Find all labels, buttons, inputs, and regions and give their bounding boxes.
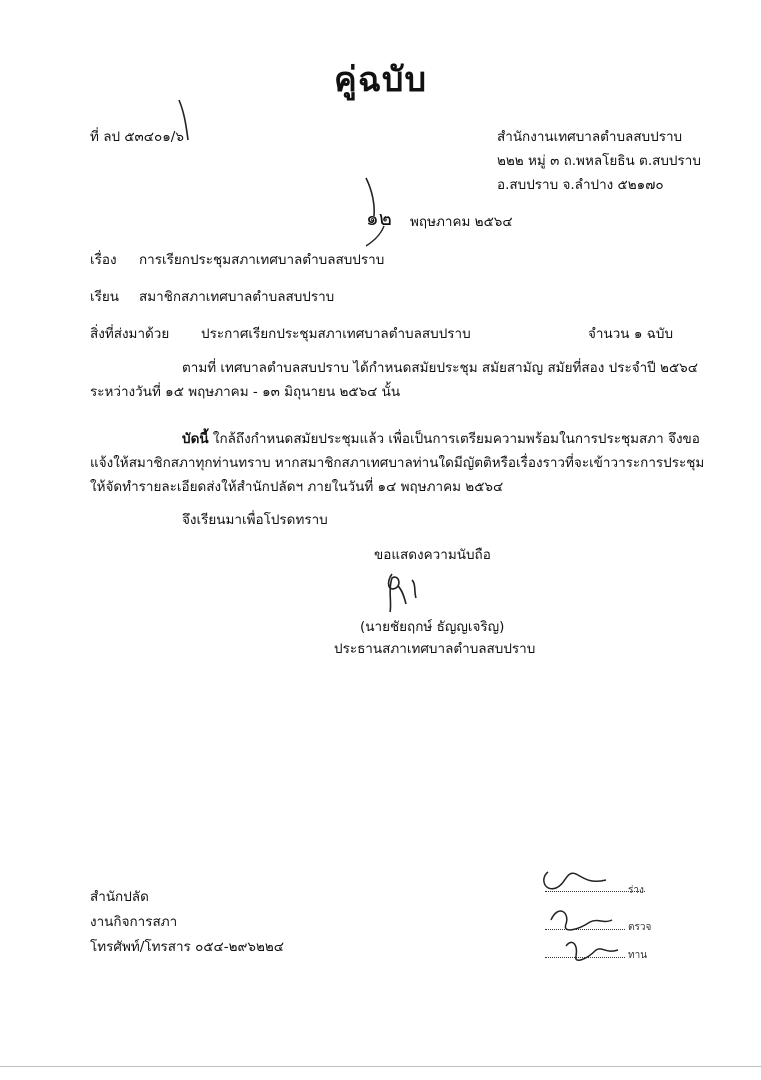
sender-address-line3: อ.สบปราบ จ.ลำปาง ๕๒๑๗๐ xyxy=(497,177,664,193)
paragraph-2-text: ใกล้ถึงกำหนดสมัยประชุมแล้ว เพื่อเป็นการเตรียมความพร้อมในการประชุมสภา จึงขอแจ้งให้สมาชิกสภาทุกท่านทราบ หากสมาชิกสภาเทศบาลท่านใดมีญัตติหรือเรื่องราวที่จะเข้าวาระการประชุม ให้จัดทำรายละเอียดส่งให้สำนักปลัดฯ ภายในวันที่ ๑๔ พฤษภาคม ๒๕๖๔ xyxy=(90,431,705,495)
enclosure-count: จำนวน ๑ ฉบับ xyxy=(588,326,674,342)
paragraph-1-text: ตามที่ เทศบาลตำบลสบปราบ ได้กำหนดสมัยประชุม สมัยสามัญ สมัยที่สอง ประจำปี ๒๕๖๔ ระหว่างวันที่ ๑๕ พฤษภาคม - ๑๓ มิถุนายน ๒๕๖๔ นั้น xyxy=(90,360,698,400)
closing-sentence: จึงเรียนมาเพื่อโปรดทราบ xyxy=(182,512,328,528)
office-phone: โทรศัพท์/โทรสาร ๐๕๔-๒๙๖๒๒๔ xyxy=(90,939,284,955)
reference-number: ที่ ลป ๕๓๔๐๑/๖ xyxy=(90,129,184,145)
subject-label: เรื่อง xyxy=(90,252,117,268)
chairman-signature xyxy=(389,574,416,612)
paragraph-2-lead: บัดนี้ xyxy=(182,431,209,447)
pen-stroke-date-top xyxy=(366,178,374,216)
recipient-value: สมาชิกสภาเทศบาลตำบลสบปราบ xyxy=(139,289,335,305)
enclosure-label: สิ่งที่ส่งมาด้วย xyxy=(90,326,170,342)
date-month-year: พฤษภาคม ๒๕๖๔ xyxy=(410,214,513,230)
date-day: ๑๒ xyxy=(366,206,392,230)
enclosure-value: ประกาศเรียกประชุมสภาเทศบาลตำบลสบปราบ xyxy=(201,326,471,342)
office-line1: สำนักปลัด xyxy=(90,889,149,905)
initial-review-signature xyxy=(566,942,618,960)
initial-draft-signature xyxy=(544,872,606,889)
regards: ขอแสดงความนับถือ xyxy=(374,547,491,563)
recipient-label: เรียน xyxy=(90,289,120,305)
scan-edge-line xyxy=(0,1066,761,1067)
office-line2: งานกิจการสภา xyxy=(90,914,178,930)
pen-stroke-ref xyxy=(179,100,188,140)
routing-review-label: ทาน xyxy=(628,950,648,961)
initial-check-signature xyxy=(551,911,612,930)
signer-name: (นายชัยฤกษ์ ธัญญเจริญ) xyxy=(360,619,505,635)
subject-value: การเรียกประชุมสภาเทศบาลตำบลสบปราบ xyxy=(139,252,385,268)
pen-stroke-date-bottom xyxy=(366,226,384,246)
signer-position: ประธานสภาเทศบาลตำบลสบปราบ xyxy=(334,641,536,657)
routing-draft-label: ร่าง xyxy=(628,885,644,896)
routing-check-label: ตรวจ xyxy=(628,922,652,933)
sender-address-line2: ๒๒๒ หมู่ ๓ ถ.พหลโยธิน ต.สบปราบ xyxy=(497,153,701,169)
sender-address-line1: สำนักงานเทศบาลตำบลสบปราบ xyxy=(497,129,683,145)
document-title: คู่ฉบับ xyxy=(333,60,428,100)
